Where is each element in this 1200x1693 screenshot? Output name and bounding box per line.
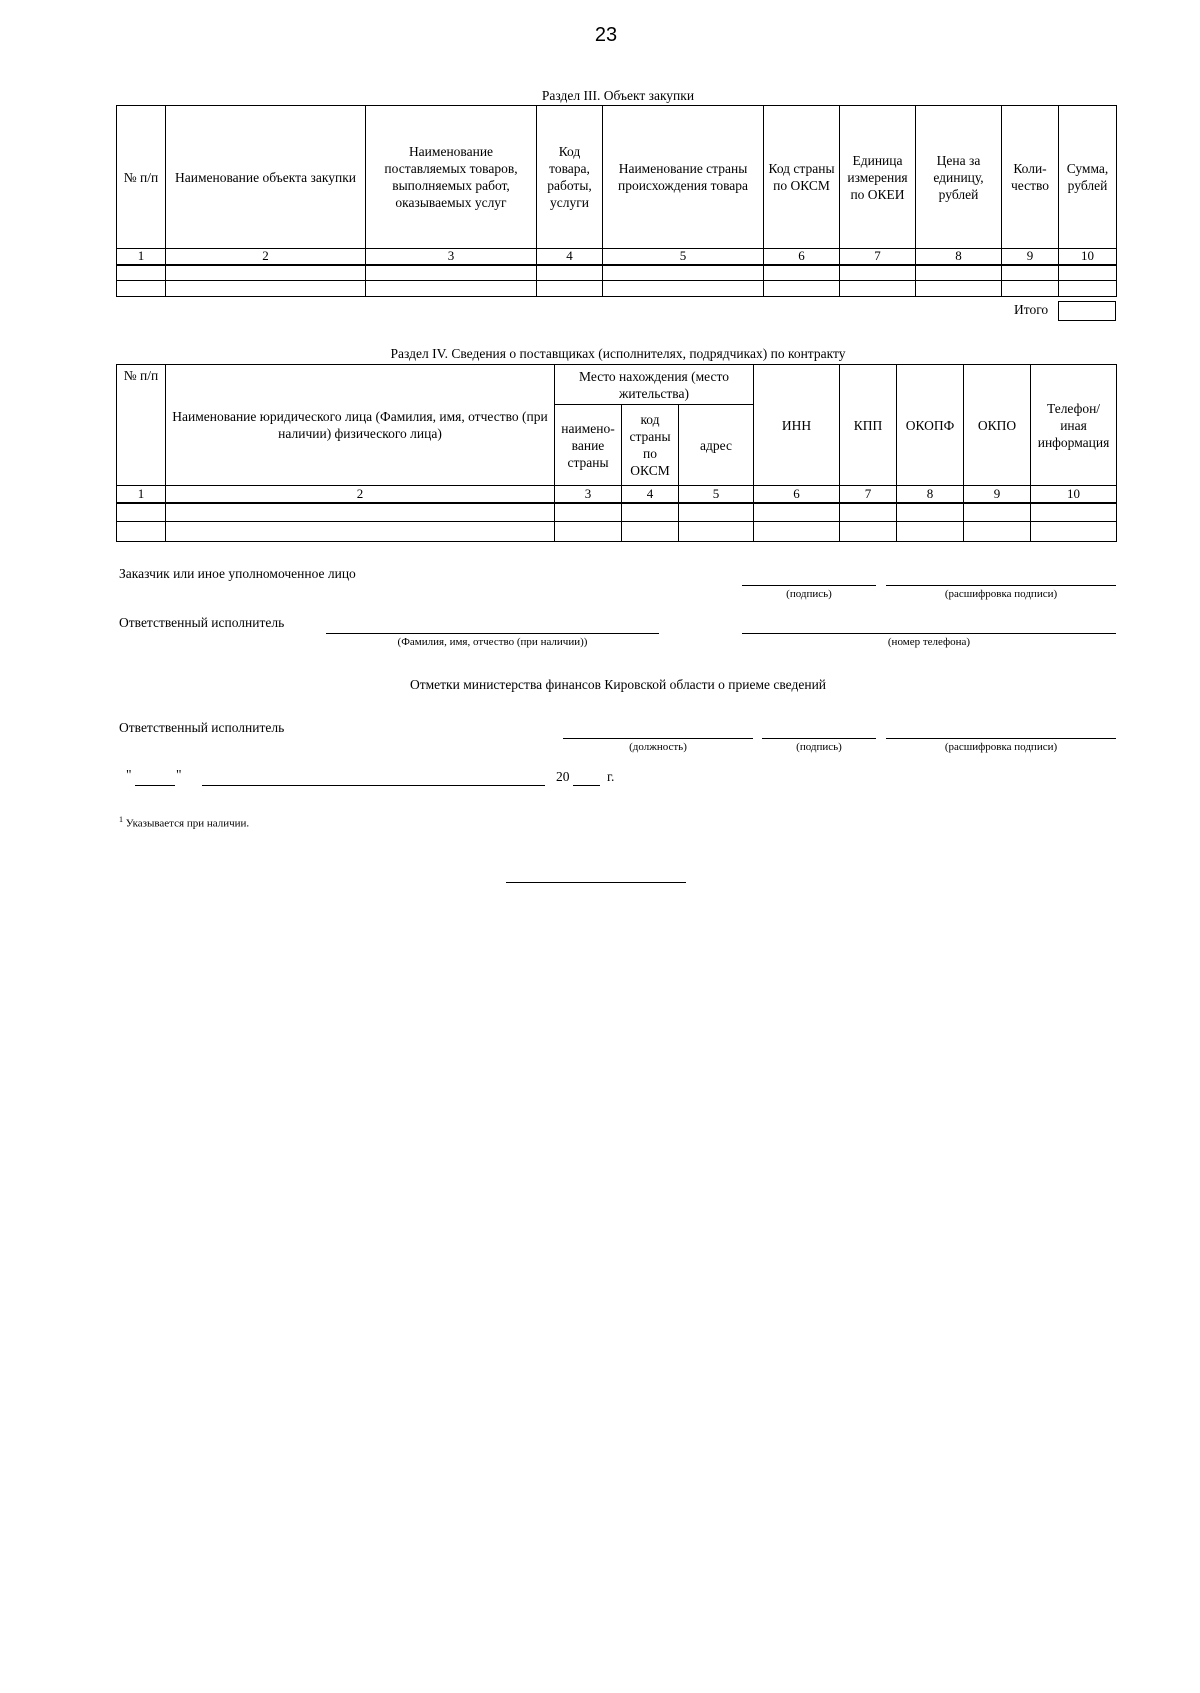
s3-header-object-name: Наименование объекта закупки [166,106,366,249]
section-4-title: Раздел IV. Сведения о поставщиках (исполнителях, подрядчиках) по контракту [390,346,846,361]
s4-colnum: 10 [1031,486,1117,503]
s4-colnum: 8 [897,486,964,503]
s3-header-num: № п/п [117,106,166,249]
fio-hint: (Фамилия, имя, отчество (при наличии)) [397,636,588,648]
section-3-title: Раздел III. Объект закупки [541,88,695,103]
date-year-prefix: 20 [556,769,570,784]
date-quote-close: " [176,767,182,782]
s4-colnum: 2 [166,486,555,503]
responsible-fio-line [326,633,659,634]
signature-hint-2: (подпись) [796,741,842,753]
total-label: Итого [1014,302,1049,317]
date-year-line [573,785,600,786]
ministry-signature-decode-line [886,738,1116,739]
end-divider [506,882,686,883]
s3-colnum: 2 [166,249,366,265]
s3-colnum: 8 [916,249,1002,265]
date-quote-open: " [126,767,132,782]
s3-header-goods-name: Наименование поставляемых товаров, выполняемых работ, оказываемых услуг [366,106,537,249]
s4-colnum: 6 [754,486,840,503]
s4-header-country-code: код страны по ОКСМ [622,405,679,486]
s3-header-sum: Сумма, рублей [1059,106,1117,249]
responsible-label-2: Ответственный исполнитель [119,720,285,735]
signature-decode-hint: (расшифровка подписи) [944,588,1058,600]
phone-hint: (номер телефона) [887,636,971,648]
date-year-suffix: г. [607,769,615,784]
s4-header-name: Наименование юридического лица (Фамилия, имя, отчество (при наличии) физического лица) [166,365,555,486]
section-3-number-row [117,249,1117,265]
section-4-number-row [117,486,1117,503]
s4-colnum: 1 [117,486,166,503]
s4-colnum: 3 [555,486,622,503]
s3-colnum: 5 [603,249,764,265]
date-day-line [135,785,175,786]
s4-colnum: 9 [964,486,1031,503]
footnote [119,815,249,830]
s3-colnum: 6 [764,249,840,265]
s3-header-unit: Единица измерения по ОКЕИ [840,106,916,249]
s3-header-price: Цена за единицу, рублей [916,106,1002,249]
s4-header-address: адрес [679,405,754,486]
section-4-header-row [117,365,1117,405]
position-hint: (должность) [629,741,687,753]
s3-empty-row [117,265,1117,281]
section-3-table [116,105,1117,297]
s3-header-origin-country: Наименование страны происхождения товара [603,106,764,249]
ministry-signature-line [762,738,876,739]
s3-empty-row [117,281,1117,297]
s4-empty-row [117,522,1117,542]
s3-header-quantity: Коли-чество [1002,106,1059,249]
ministry-marks-title: Отметки министерства финансов Кировской области о приеме сведений [409,677,827,692]
section-3-header-row [117,106,1117,249]
s3-colnum: 7 [840,249,916,265]
s4-colnum: 5 [679,486,754,503]
s4-header-okpo: ОКПО [964,365,1031,486]
s4-header-num: № п/п [117,365,166,486]
s4-colnum: 7 [840,486,897,503]
s4-colnum: 4 [622,486,679,503]
date-month-line [202,785,545,786]
s4-empty-row [117,503,1117,522]
s3-colnum: 1 [117,249,166,265]
customer-signature-decode-line [886,585,1116,586]
s3-colnum: 9 [1002,249,1059,265]
customer-label: Заказчик или иное уполномоченное лицо [119,566,356,581]
total-value-box [1058,301,1116,321]
s3-header-goods-code: Код товара, работы, услуги [537,106,603,249]
s3-colnum: 3 [366,249,537,265]
responsible-phone-line [742,633,1116,634]
s4-header-country-name: наимено-вание страны [555,405,622,486]
s3-colnum: 4 [537,249,603,265]
position-line [563,738,753,739]
s4-header-kpp: КПП [840,365,897,486]
responsible-label: Ответственный исполнитель [119,615,285,630]
signature-hint: (подпись) [786,588,832,600]
s4-header-okopf: ОКОПФ [897,365,964,486]
section-4-table [116,364,1117,542]
page-number: 23 [594,24,618,46]
s3-header-country-code: Код страны по ОКСМ [764,106,840,249]
signature-decode-hint-2: (расшифровка подписи) [944,741,1058,753]
footnote-marker: 1 [119,815,123,824]
s4-header-inn: ИНН [754,365,840,486]
s3-colnum: 10 [1059,249,1117,265]
s4-header-location: Место нахождения (место жительства) [555,365,754,405]
footnote-text: Указывается при наличии. [125,817,250,830]
customer-signature-line [742,585,876,586]
s4-header-phone: Телефон/ иная информация [1031,365,1117,486]
